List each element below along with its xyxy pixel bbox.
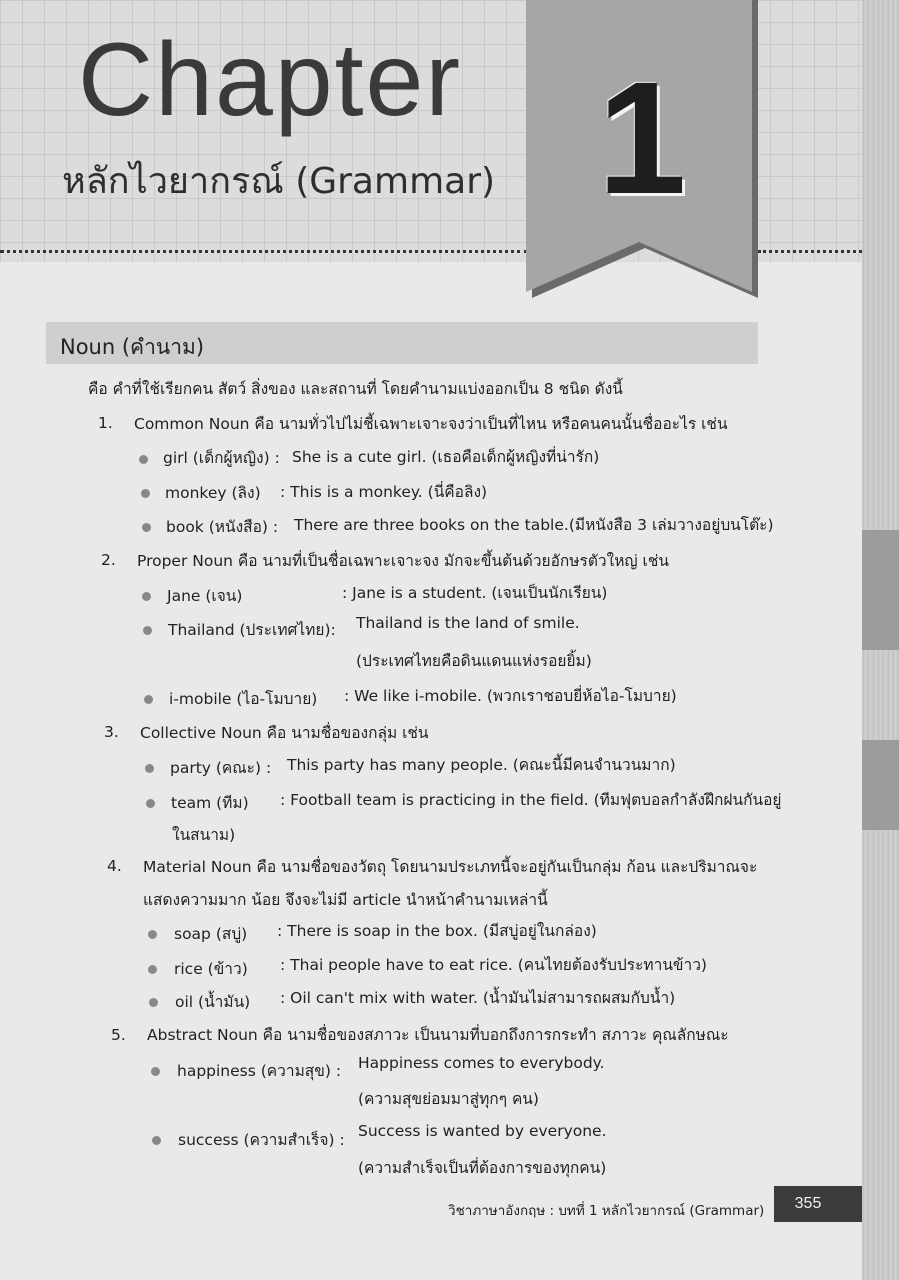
item-number: 2.: [101, 551, 116, 569]
example-word: girl (เด็กผู้หญิง) :: [163, 449, 280, 467]
dotted-divider-right: [758, 250, 862, 253]
example-sentence: : Thai people have to eat rice. (คนไทยต้องรับประทานข้าว): [280, 956, 707, 974]
page-edges: [862, 0, 899, 1280]
chapter-ribbon: [526, 0, 758, 300]
bullet-icon: [141, 489, 150, 498]
example-sentence: : Football team is practicing in the field. (ทีมฟุตบอลกำลังฝึกฝนกันอยู่: [280, 791, 782, 809]
dotted-divider-left: [0, 250, 528, 253]
thumb-index-tab: [862, 740, 899, 830]
chapter-heading: Chapter: [78, 22, 462, 138]
item-heading: Common Noun คือ นามทั่วไปไม่ชี้เฉพาะเจาะจงว่าเป็นที่ไหน หรือคนคนนั้นชื่ออะไร เช่น: [134, 415, 728, 433]
example-word: success (ความสำเร็จ) :: [178, 1131, 345, 1149]
example-translation: ในสนาม): [172, 826, 236, 844]
bullet-icon: [148, 930, 157, 939]
example-sentence: : Oil can't mix with water. (น้ำมันไม่สามารถผสมกับน้ำ): [280, 989, 676, 1007]
bullet-icon: [148, 965, 157, 974]
running-footer: วิชาภาษาอังกฤษ : บทที่ 1 หลักไวยากรณ์ (Grammar): [448, 1203, 765, 1219]
item-number: 1.: [98, 414, 113, 432]
item-number: 3.: [104, 723, 119, 741]
thumb-index-tab: [862, 530, 899, 650]
example-word: book (หนังสือ) :: [166, 518, 279, 536]
chapter-title: หลักไวยากรณ์ (Grammar): [62, 161, 496, 202]
example-word: team (ทีม): [171, 794, 249, 812]
page-number: 355: [794, 1195, 822, 1212]
bullet-icon: [139, 455, 148, 464]
bullet-icon: [142, 592, 151, 601]
chapter-number: 1: [597, 48, 687, 227]
example-sentence: There are three books on the table.(มีหนังสือ 3 เล่มวางอยู่บนโต๊ะ): [294, 516, 774, 534]
example-translation: (ความสุขย่อมมาสู่ทุกๆ คน): [358, 1090, 539, 1108]
example-word: Jane (เจน): [167, 587, 243, 605]
bullet-icon: [149, 998, 158, 1007]
example-word: party (คณะ) :: [170, 759, 272, 777]
item-heading: Abstract Noun คือ นามชื่อของสภาวะ เป็นนามที่บอกถึงการกระทำ สภาวะ คุณลักษณะ: [147, 1026, 729, 1044]
bullet-icon: [142, 523, 151, 532]
example-sentence: She is a cute girl. (เธอคือเด็กผู้หญิงที่น่ารัก): [292, 448, 600, 466]
example-sentence: : There is soap in the box. (มีสบู่อยู่ในกล่อง): [277, 922, 597, 940]
bullet-icon: [143, 626, 152, 635]
example-word: Thailand (ประเทศไทย):: [168, 621, 336, 639]
item-heading: Material Noun คือ นามชื่อของวัตถุ โดยนามประเภทนี้จะอยู่กันเป็นกลุ่ม ก้อน และปริมาณจะ: [143, 858, 758, 876]
bullet-icon: [145, 764, 154, 773]
item-heading-continued: แสดงความมาก น้อย จึงจะไม่มี article นำหน้าคำนามเหล่านี้: [143, 891, 548, 909]
item-heading: Collective Noun คือ นามชื่อของกลุ่ม เช่น: [140, 724, 429, 742]
example-word: soap (สบู่): [174, 925, 248, 943]
example-sentence: : Jane is a student. (เจนเป็นนักเรียน): [342, 584, 608, 602]
example-translation: (ประเทศไทยคือดินแดนแห่งรอยยิ้ม): [356, 652, 592, 670]
example-word: monkey (ลิง): [165, 484, 261, 502]
example-word: i-mobile (ไอ-โมบาย): [169, 690, 318, 708]
example-sentence: This party has many people. (คณะนี้มีคนจำนวนมาก): [287, 756, 676, 774]
example-sentence: : This is a monkey. (นี่คือลิง): [280, 483, 488, 501]
section-title: Noun (คำนาม): [60, 335, 205, 359]
example-sentence: Success is wanted by everyone.: [358, 1122, 607, 1140]
example-translation: (ความสำเร็จเป็นที่ต้องการของทุกคน): [358, 1159, 607, 1177]
item-heading: Proper Noun คือ นามที่เป็นชื่อเฉพาะเจาะจง มักจะขึ้นต้นด้วยอักษรตัวใหญ่ เช่น: [137, 552, 669, 570]
example-sentence: Thailand is the land of smile.: [356, 614, 580, 632]
item-number: 5.: [111, 1026, 126, 1044]
bullet-icon: [146, 799, 155, 808]
example-word: happiness (ความสุข) :: [177, 1062, 342, 1080]
example-word: oil (น้ำมัน): [175, 993, 251, 1011]
example-sentence: : We like i-mobile. (พวกเราชอบยี่ห้อไอ-โมบาย): [344, 687, 677, 705]
example-word: rice (ข้าว): [174, 960, 248, 978]
bullet-icon: [144, 695, 153, 704]
item-number: 4.: [107, 857, 122, 875]
section-intro: คือ คำที่ใช้เรียกคน สัตว์ สิ่งของ และสถานที่ โดยคำนามแบ่งออกเป็น 8 ชนิด ดังนี้: [88, 380, 623, 398]
bullet-icon: [152, 1136, 161, 1145]
bullet-icon: [151, 1067, 160, 1076]
example-sentence: Happiness comes to everybody.: [358, 1054, 605, 1072]
